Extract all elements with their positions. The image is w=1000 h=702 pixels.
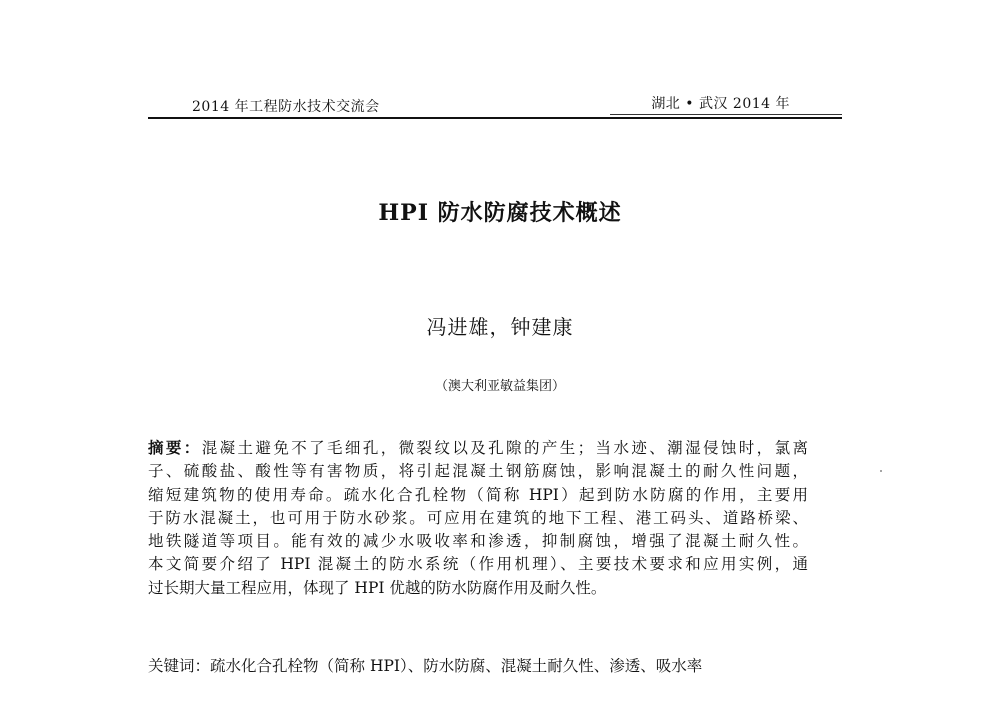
- header-conference-name: 2014 年工程防水技术交流会: [192, 99, 380, 115]
- paper-affiliation: （澳大利亚敏益集团）: [434, 379, 565, 394]
- header-location-year: 湖北 • 武汉 2014 年: [651, 96, 790, 112]
- abstract-label: 摘要：: [148, 438, 202, 457]
- abstract-block: [148, 436, 808, 600]
- abstract-line: 缩短建筑物的使用寿命。疏水化合孔栓物（简称 HPI）起到防水防腐的作用，主要用: [148, 485, 808, 504]
- abstract-line: [148, 436, 808, 460]
- paper-title: HPI 防水防腐技术概述: [378, 200, 622, 226]
- abstract-line: 本文简要介绍了 HPI 混凝土的防水系统（作用机理）、主要技术要求和应用实例，通: [148, 555, 808, 574]
- abstract-line: 地铁隧道等项目。能有效的减少水吸收率和渗透，抑制腐蚀，增强了混凝土耐久性。: [148, 532, 808, 551]
- abstract-line: 子、硫酸盐、酸性等有害物质，将引起混凝土钢筋腐蚀，影响混凝土的耐久性问题，: [148, 462, 808, 481]
- scan-speck: [880, 470, 882, 472]
- abstract-line-text: 混凝土避免不了毛细孔，微裂纹以及孔隙的产生；当水迹、潮湿侵蚀时，氯离: [201, 439, 808, 457]
- keywords-label: 关键词：: [148, 657, 211, 675]
- abstract-line: 于防水混凝土，也可用于防水砂浆。可应用在建筑的地下工程、港工码头、道路桥梁、: [148, 508, 808, 527]
- paper-authors: 冯进雄，钟建康: [426, 315, 574, 339]
- header-rule: [148, 117, 842, 119]
- abstract-line: 过长期大量工程应用，体现了 HPI 优越的防水防腐作用及耐久性。: [148, 578, 607, 597]
- keywords-text: 疏水化合孔栓物（简称 HPI）、防水防腐、混凝土耐久性、渗透、吸水率: [210, 657, 703, 675]
- header-rule-thin: [610, 114, 842, 115]
- keywords-line: [148, 654, 828, 676]
